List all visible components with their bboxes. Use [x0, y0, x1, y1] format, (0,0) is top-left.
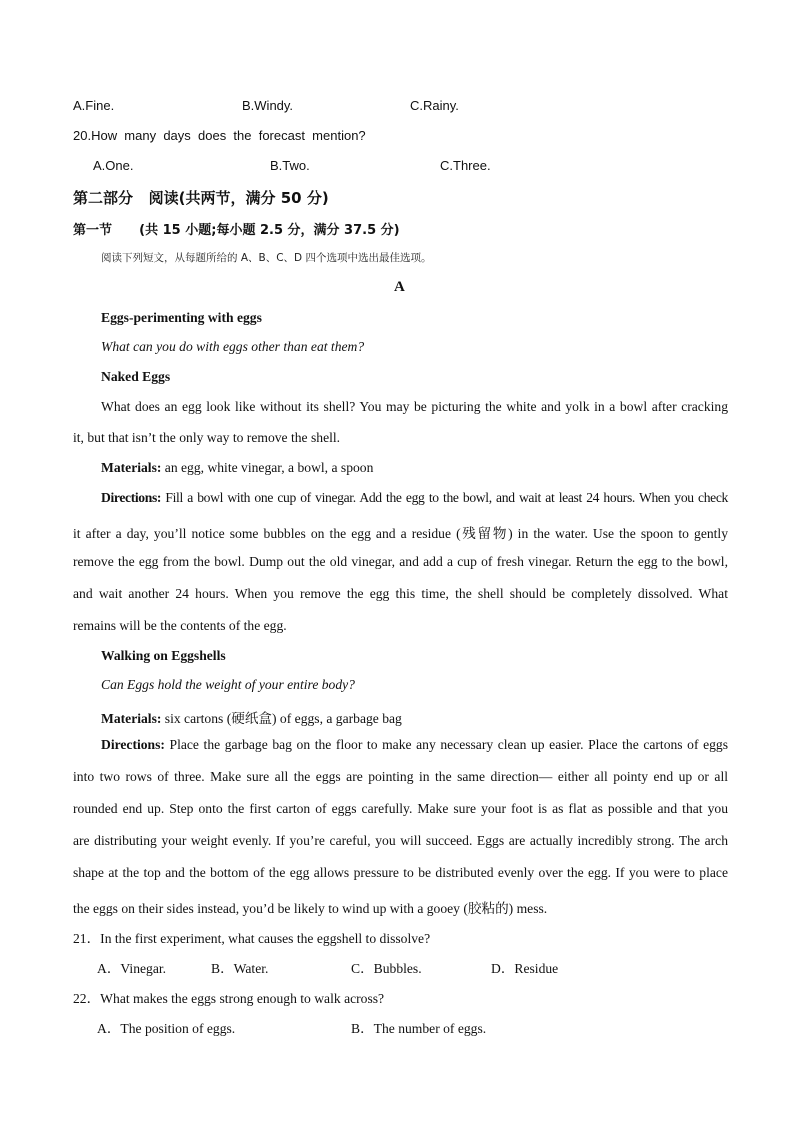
q22-option-a: A．The position of eggs.: [97, 1021, 236, 1036]
exp1-directions-line: remove the egg from the bowl. Dump out the old vinegar, and add a cup of fresh vinegar. Return the egg to the bowl,: [73, 554, 728, 569]
materials-label: Materials:: [101, 711, 162, 726]
exp1-directions-line: [101, 490, 728, 506]
exp2-directions-line: [101, 737, 728, 753]
directions-text: Fill a bowl with one cup of vinegar. Add the egg to the bowl, and wait at least 24 hours. When you check: [161, 490, 728, 505]
directions-label: Directions:: [101, 737, 165, 752]
exp2-directions-line: shape at the top and the bottom of the egg allows pressure to be distributed evenly over the egg. If you were to place: [73, 865, 728, 880]
part2-title: 第二部分 阅读(共两节，满分 50 分): [73, 189, 329, 207]
exp2-title: Walking on Eggshells: [101, 648, 226, 663]
instructions: 阅读下列短文，从每题所给的 A、B、C、D 四个选项中选出最佳选项。: [101, 252, 432, 264]
materials-text: an egg, white vinegar, a bowl, a spoon: [161, 460, 374, 475]
q21-option-d: D．Residue: [491, 961, 559, 976]
exp2-directions-line: the eggs on their sides instead, you’d be likely to wind up with a gooey (胶粘的) mess.: [73, 901, 548, 916]
exp1-directions-line: remains will be the contents of the egg.: [73, 618, 287, 633]
exp1-directions-line: and wait another 24 hours. When you remove the egg this time, the shell should be completely dissolved. What: [73, 586, 728, 601]
directions-text: Place the garbage bag on the floor to make any necessary clean up easier. Place the cartons of eggs: [164, 737, 728, 752]
q22-stem: 22．What makes the eggs strong enough to walk across?: [73, 991, 385, 1006]
q20-stem: 20.How many days does the forecast mention?: [73, 128, 366, 143]
materials-label: Materials:: [101, 460, 162, 475]
q21-option-c: C．Bubbles.: [351, 961, 422, 976]
exp1-intro-line: it, but that isn’t the only way to remove the shell.: [73, 430, 341, 445]
exp2-directions-line: rounded end up. Step onto the first carton of eggs carefully. Make sure your foot is as flat as possible and that you: [73, 801, 728, 816]
exp2-materials: [101, 707, 756, 727]
materials-text: six cartons (硬纸盒) of eggs, a garbage bag: [161, 711, 402, 726]
exp2-directions-line: are distributing your weight evenly. If you’re careful, you will succeed. Eggs are actually incredibly strong. The arch: [73, 833, 728, 848]
q20-option-a: A.One.: [93, 158, 134, 173]
q21-stem: 21．In the first experiment, what causes the eggshell to dissolve?: [73, 931, 431, 946]
exp2-question: Can Eggs hold the weight of your entire body?: [101, 677, 355, 692]
directions-label: Directions:: [101, 490, 162, 505]
q20-option-c: C.Three.: [440, 158, 491, 173]
q20-option-b: B.Two.: [270, 158, 310, 173]
exp1-directions-line: it after a day, you’ll notice some bubbles on the egg and a residue (残留物) in the water. Use the spoon to gently: [73, 526, 728, 541]
q22-option-b: B．The number of eggs.: [351, 1021, 487, 1036]
passage-title: Eggs-perimenting with eggs: [101, 310, 262, 325]
section1-title: 第一节 (共 15 小题;每小题 2.5 分，满分 37.5 分): [73, 223, 400, 238]
q19-option-b: B.Windy.: [242, 98, 294, 113]
exp1-title: Naked Eggs: [101, 369, 171, 384]
q21-option-b: B．Water.: [211, 961, 269, 976]
q21-option-a: A．Vinegar.: [97, 961, 167, 976]
exp2-directions-line: into two rows of three. Make sure all the eggs are pointing in the same direction— either all pointy end up or all: [73, 769, 728, 784]
exp1-materials: [101, 460, 756, 476]
exp1-intro-line: What does an egg look like without its shell? You may be picturing the white and yolk in a bowl after cracking: [101, 399, 728, 414]
q19-option-c: C.Rainy.: [410, 98, 459, 113]
q19-option-a: A.Fine.: [73, 98, 115, 113]
passage-subtitle: What can you do with eggs other than eat them?: [101, 339, 365, 354]
passage-letter: A: [394, 279, 405, 295]
